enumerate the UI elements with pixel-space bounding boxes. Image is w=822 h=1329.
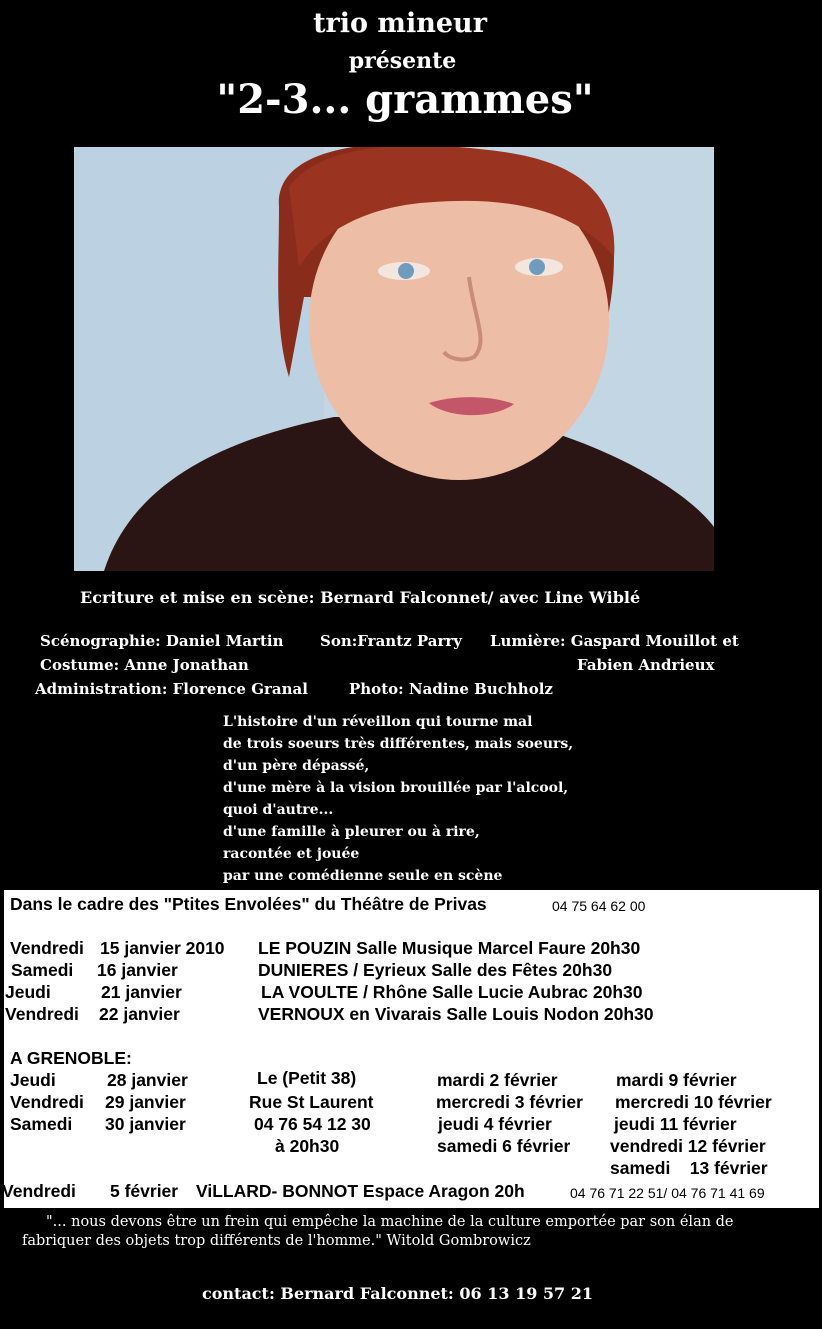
presents-label: présente (348, 48, 457, 74)
grenoble-date: 30 janvier (105, 1114, 186, 1134)
quote-line-1: "... nous devons être un frein qui empêche la machine de la culture emportée par son élan de (46, 1214, 734, 1230)
contact-line: contact: Bernard Falconnet: 06 13 19 57 21 (202, 1284, 593, 1303)
grenoble-date-col3: mercredi 10 février (615, 1092, 772, 1112)
actress-portrait-photo (74, 147, 714, 571)
villard-phones: 04 76 71 22 51/ 04 76 71 41 69 (570, 1185, 765, 1201)
date-date: 21 janvier (101, 982, 182, 1002)
grenoble-date-col2: samedi 6 février (437, 1136, 571, 1156)
villard-venue: ViLLARD- BONNOT Espace Aragon 20h (196, 1181, 525, 1201)
grenoble-venue-line: Rue St Laurent (249, 1092, 374, 1112)
grenoble-day: Samedi (10, 1114, 73, 1134)
costume-credit: Costume: Anne Jonathan (40, 656, 249, 674)
sound-credit: Son:Frantz Parry (320, 632, 462, 650)
date-venue: LA VOULTE / Rhône Salle Lucie Aubrac 20h30 (261, 982, 643, 1002)
synopsis-line: L'histoire d'un réveillon qui tourne mal (223, 714, 533, 730)
synopsis-line: d'une famille à pleurer ou à rire, (223, 824, 480, 840)
administration-credit: Administration: Florence Granal (35, 680, 308, 698)
grenoble-date-col2: mercredi 3 février (436, 1092, 583, 1112)
grenoble-date-col3: vendredi 12 février (610, 1136, 766, 1156)
grenoble-date-col3: samedi 13 février (610, 1158, 768, 1178)
grenoble-date-col2: jeudi 4 février (438, 1114, 552, 1134)
writing-credit: Ecriture et mise en scène: Bernard Falconnet/ avec Line Wiblé (80, 588, 641, 607)
grenoble-day: Jeudi (10, 1070, 56, 1090)
lighting-credit-cont: Fabien Andrieux (577, 656, 715, 674)
villard-date: 5 février (110, 1181, 179, 1201)
synopsis-line: quoi d'autre... (223, 802, 334, 818)
date-date: 22 janvier (99, 1004, 180, 1024)
scenography-credit: Scénographie: Daniel Martin (40, 632, 284, 650)
synopsis-line: d'une mère à la vision brouillée par l'alcool, (223, 780, 569, 796)
grenoble-date: 29 janvier (105, 1092, 186, 1112)
date-venue: LE POUZIN Salle Musique Marcel Faure 20h30 (258, 938, 641, 958)
company-name: trio mineur (313, 8, 487, 39)
lighting-credit: Lumière: Gaspard Mouillot et (490, 632, 739, 650)
date-day: Jeudi (5, 982, 51, 1002)
synopsis-line: de trois soeurs très différentes, mais soeurs, (223, 736, 574, 752)
synopsis-line: par une comédienne seule en scène (223, 868, 503, 884)
date-date: 16 janvier (97, 960, 178, 980)
grenoble-heading: A GRENOBLE: (10, 1048, 132, 1068)
grenoble-venue-line: Le (Petit 38) (257, 1068, 357, 1088)
grenoble-day: Vendredi (10, 1092, 84, 1112)
villard-day: Vendredi (2, 1181, 76, 1201)
show-title: "2-3... grammes" (216, 76, 594, 123)
date-day: Samedi (11, 960, 74, 980)
grenoble-venue-line: 04 76 54 12 30 (254, 1114, 371, 1134)
date-day: Vendredi (5, 1004, 79, 1024)
synopsis-line: racontée et jouée (223, 846, 360, 862)
date-day: Vendredi (10, 938, 84, 958)
synopsis-line: d'un père dépassé, (223, 758, 370, 774)
date-date: 15 janvier 2010 (100, 938, 225, 958)
date-venue: VERNOUX en Vivarais Salle Louis Nodon 20h30 (258, 1004, 654, 1024)
grenoble-date-col3: jeudi 11 février (614, 1114, 737, 1134)
grenoble-venue-line: à 20h30 (275, 1136, 340, 1156)
grenoble-date-col2: mardi 2 février (437, 1070, 558, 1090)
photo-credit: Photo: Nadine Buchholz (349, 680, 553, 698)
privas-phone: 04 75 64 62 00 (552, 898, 646, 914)
grenoble-date: 28 janvier (107, 1070, 188, 1090)
quote-line-2: fabriquer des objets trop différents de l'homme." Witold Gombrowicz (22, 1233, 531, 1249)
grenoble-date-col3: mardi 9 février (616, 1070, 737, 1090)
schedule-intro: Dans le cadre des "Ptites Envolées" du Théâtre de Privas (10, 894, 487, 914)
date-venue: DUNIERES / Eyrieux Salle des Fêtes 20h30 (258, 960, 613, 980)
